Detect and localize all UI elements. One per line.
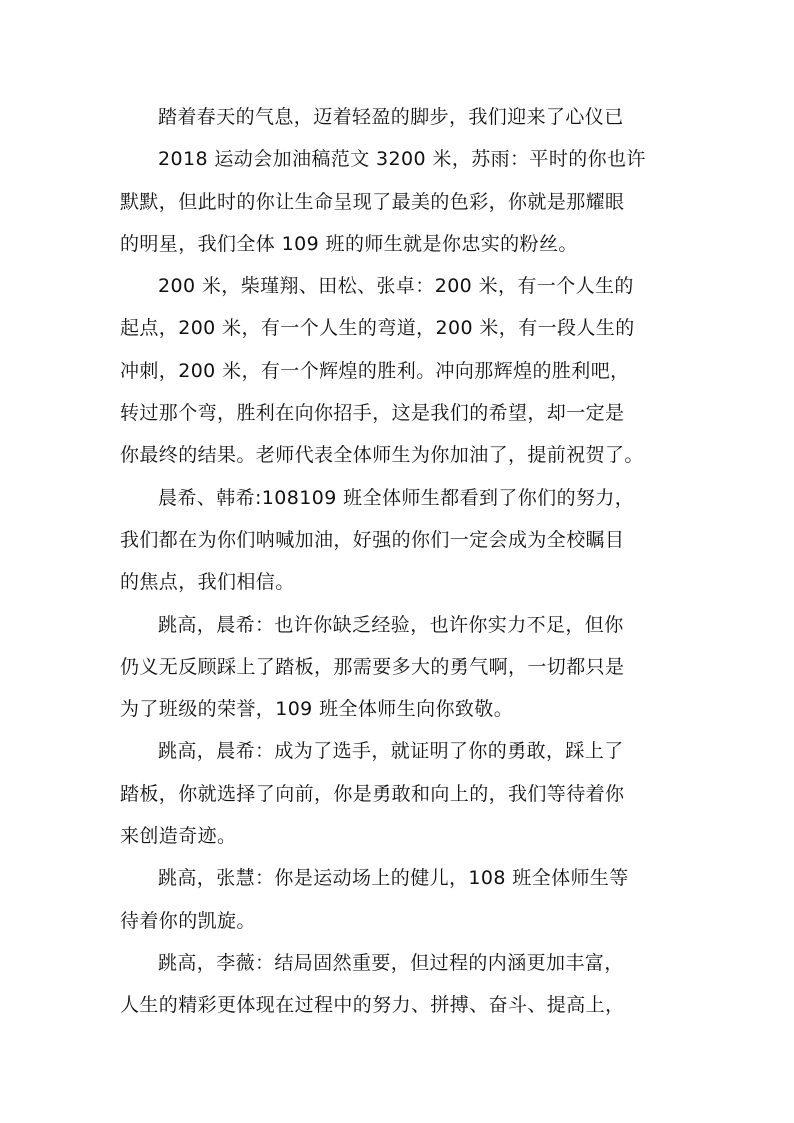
text-line: 踏着春天的气息，迈着轻盈的脚步，我们迎来了心仪已 <box>158 106 624 128</box>
text-line: 晨希、韩希:108109 班全体师生都看到了你们的努力， <box>158 486 635 509</box>
paragraph-200m <box>120 265 680 476</box>
text-line: 我们都在为你们呐喊加油，好强的你们一定会成为全校瞩目 <box>120 528 625 551</box>
document-body <box>120 96 680 1027</box>
text-line: 待着你的凯旋。 <box>120 909 256 932</box>
text-line: 转过那个弯，胜利在向你招手，这是我们的希望，却一定是 <box>120 402 625 425</box>
paragraph-class-108109 <box>120 477 680 604</box>
text-line: 冲刺，200 米，有一个辉煌的胜利。冲向那辉煌的胜利吧， <box>120 359 630 382</box>
text-line: 为了班级的荣誉，109 班全体师生向你致敬。 <box>120 698 514 721</box>
text-line: 人生的精彩更体现在过程中的努力、拼搏、奋斗、提高上， <box>120 994 625 1017</box>
text-line: 跳高，张慧：你是运动场上的健儿，108 班全体师生等 <box>158 867 629 890</box>
text-line: 的焦点，我们相信。 <box>120 571 295 594</box>
text-line: 2018 运动会加油稿范文 3200 米，苏雨：平时的你也许 <box>158 148 646 171</box>
text-line: 踏板，你就选择了向前，你是勇敢和向上的，我们等待着你 <box>120 782 625 805</box>
text-line: 跳高，晨希：成为了选手，就证明了你的勇敢，踩上了 <box>158 740 624 763</box>
text-line: 仍义无反顾踩上了踏板，那需要多大的勇气啊，一切都只是 <box>120 655 625 678</box>
paragraph-high-jump-4 <box>120 942 680 1027</box>
text-line: 起点，200 米，有一个人生的弯道，200 米，有一段人生的 <box>120 317 635 340</box>
text-line: 默默，但此时的你让生命呈现了最美的色彩，你就是那耀眼 <box>120 190 625 213</box>
text-line: 来创造奇迹。 <box>120 825 237 848</box>
paragraph-high-jump-1 <box>120 604 680 731</box>
paragraph-high-jump-3 <box>120 857 680 942</box>
text-line: 200 米，柴瑾翔、田松、张卓：200 米，有一个人生的 <box>158 275 634 298</box>
paragraph-high-jump-2 <box>120 730 680 857</box>
text-line: 你最终的结果。老师代表全体师生为你加油了，提前祝贺了。 <box>120 444 644 467</box>
text-line: 跳高，李薇：结局固然重要，但过程的内涵更加丰富， <box>158 951 624 974</box>
paragraph-opening <box>120 96 680 265</box>
text-line: 的明星，我们全体 109 班的师生就是你忠实的粉丝。 <box>120 232 578 255</box>
text-line: 跳高，晨希：也许你缺乏经验，也许你实力不足，但你 <box>158 613 624 636</box>
